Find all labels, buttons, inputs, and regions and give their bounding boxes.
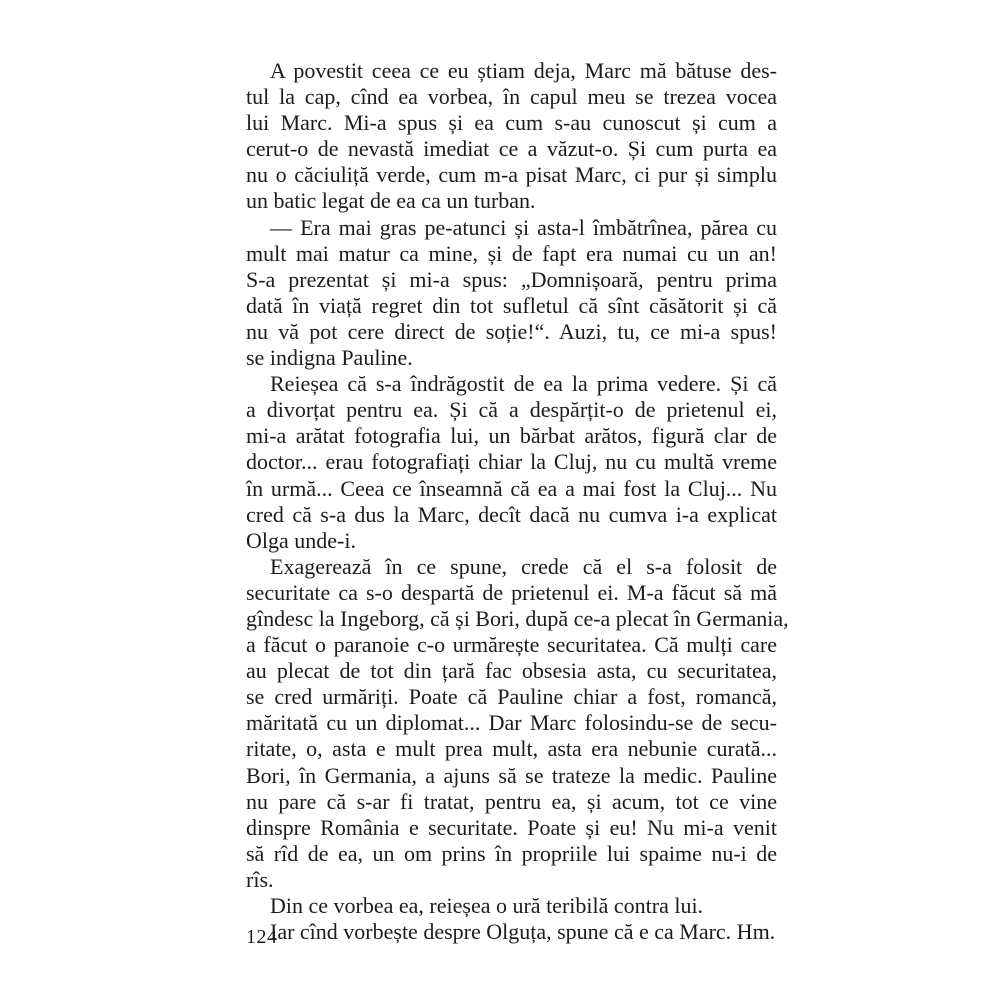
text-line: Olga unde-i. bbox=[246, 527, 356, 553]
text-line: lui Marc. Mi-a spus și ea cum s-au cunoscut și cum a bbox=[246, 110, 777, 136]
text-line: mi-a arătat fotografia lui, un bărbat arătos, figură clar de bbox=[246, 423, 777, 449]
paragraph bbox=[246, 919, 777, 945]
text-line: Din ce vorbea ea, reieșea o ură teribilă contra lui. bbox=[270, 893, 704, 918]
page-number: 124 bbox=[246, 926, 278, 948]
text-line: ritate, o, asta e mult prea mult, asta era nebunie curată... bbox=[246, 736, 777, 762]
text-line: dată în viață regret din tot sufletul că sînt căsătorit și că bbox=[246, 292, 777, 318]
text-line: nu o căciuliță verde, cum m-a pisat Marc, ci pur și simplu bbox=[246, 162, 777, 188]
text-line: Reieșea că s-a îndrăgostit de ea la prima vedere. Și că bbox=[270, 371, 777, 397]
paragraph bbox=[246, 553, 789, 893]
text-line: au plecat de tot din țară fac obsesia asta, cu securitatea, bbox=[246, 658, 777, 684]
text-line: a divorțat pentru ea. Și că a despărțit-o de prietenul ei, bbox=[246, 397, 777, 423]
text-line: măritată cu un diplomat... Dar Marc folosindu-se de secu- bbox=[246, 710, 777, 736]
text-line: în urmă... Ceea ce înseamnă că ea a mai fost la Cluj... Nu bbox=[246, 475, 777, 501]
text-line: securitate ca s-o despartă de prietenul ei. M-a făcut să mă bbox=[246, 579, 777, 605]
body-text bbox=[246, 58, 789, 945]
text-line: nu pare că s-ar fi tratat, pentru ea, și acum, tot ce vine bbox=[246, 788, 777, 814]
text-line: se indigna Pauline. bbox=[246, 345, 413, 371]
text-line: cerut-o de nevastă imediat ce a văzut-o. Și cum purta ea bbox=[246, 136, 777, 162]
text-line: A povestit ceea ce eu știam deja, Marc mă bătuse des- bbox=[270, 58, 777, 83]
text-line: gîndesc la Ingeborg, că și Bori, după ce-a plecat în Germania, bbox=[246, 605, 789, 631]
text-line: tul la cap, cînd ea vorbea, în capul meu se trezea vocea bbox=[246, 84, 777, 110]
text-line: mult mai matur ca mine, și de fapt era numai cu un an! bbox=[246, 240, 777, 266]
text-line: nu vă pot cere direct de soție!“. Auzi, tu, ce mi-a spus! bbox=[246, 318, 777, 344]
text-line: Iar cînd vorbește despre Olguța, spune că e ca Marc. Hm. bbox=[270, 919, 776, 945]
text-line: un batic legat de ea ca un turban. bbox=[246, 188, 536, 214]
text-line: Bori, în Germania, a ajuns să se trateze la medic. Pauline bbox=[246, 762, 777, 788]
text-line: rîs. bbox=[246, 866, 274, 892]
text-line: Exagerează în ce spune, crede că el s-a folosit de bbox=[270, 553, 777, 579]
paragraph bbox=[246, 58, 777, 215]
text-line: a făcut o paranoie c-o urmărește securitatea. Că mulți care bbox=[246, 632, 777, 658]
paragraph bbox=[246, 893, 777, 919]
text-line: dinspre România e securitate. Poate și eu! Nu mi-a venit bbox=[246, 814, 777, 840]
paragraph bbox=[246, 371, 777, 554]
text-line: — Era mai gras pe-atunci și asta-l îmbătrînea, părea cu bbox=[270, 214, 777, 240]
text-line: S-a prezentat și mi-a spus: „Domnișoară, pentru prima bbox=[246, 266, 777, 292]
text-line: se cred urmăriți. Poate că Pauline chiar a fost, romancă, bbox=[246, 684, 777, 710]
text-line: cred că s-a dus la Marc, decît dacă nu cumva i-a explicat bbox=[246, 501, 777, 527]
text-line: doctor... erau fotografiați chiar la Cluj, nu cu multă vreme bbox=[246, 449, 777, 475]
paragraph bbox=[246, 215, 777, 372]
text-line: să rîd de ea, un om prins în propriile lui spaime nu-i de bbox=[246, 840, 777, 866]
